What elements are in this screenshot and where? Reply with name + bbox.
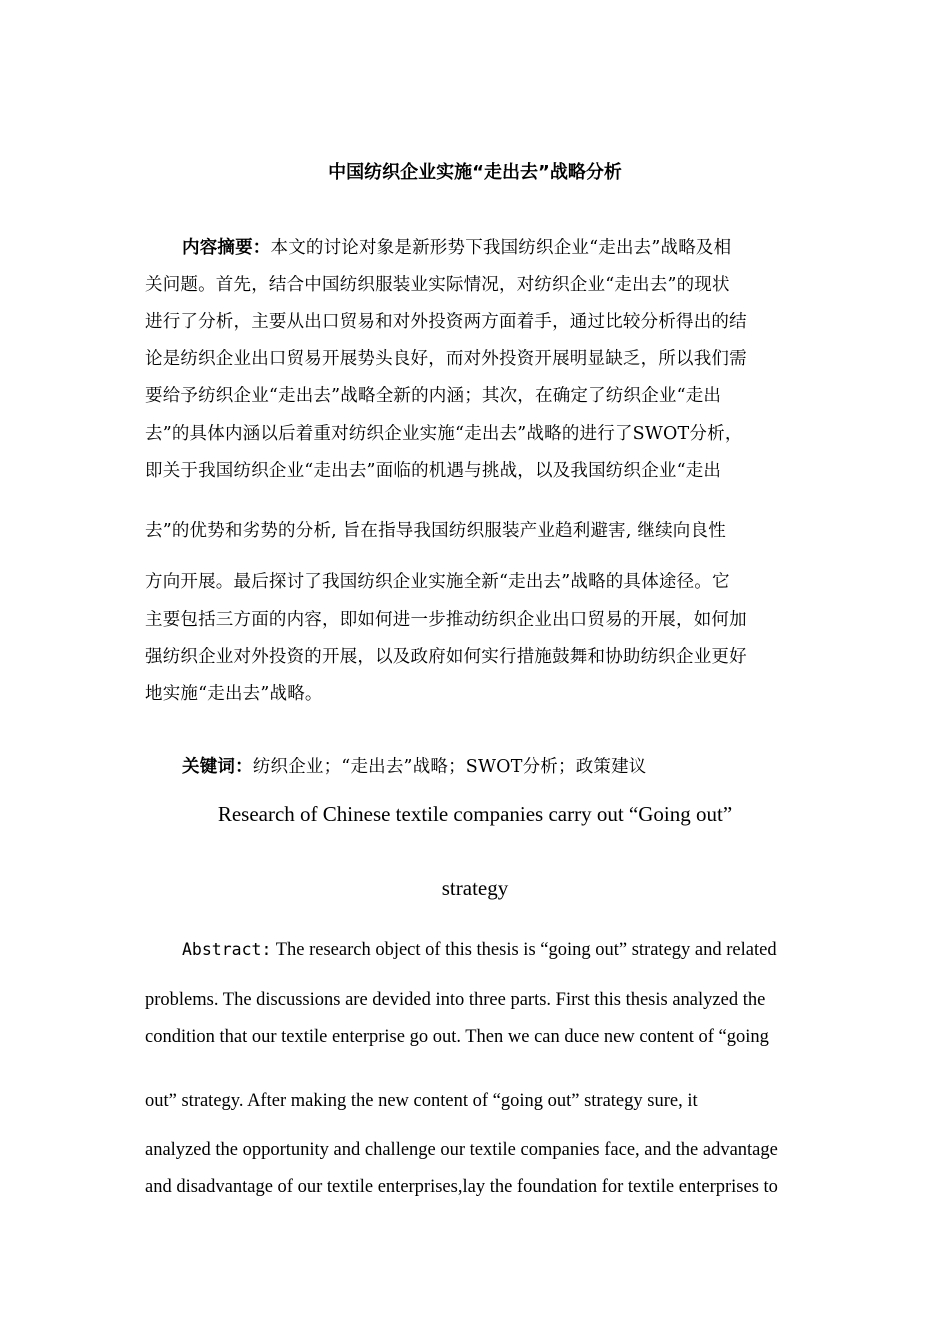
abstract-cn-line: 地实施“走出去”战略。 [145, 684, 323, 704]
document-title: 中国纺织企业实施“走出去”战略分析 [328, 162, 622, 183]
abstract-en-line: out” strategy. After making the new content of “going out” strategy sure, it [145, 1091, 698, 1111]
abstract-en-first-line [182, 938, 777, 962]
abstract-cn-line: 本文的讨论对象是新形势下我国纺织企业“走出去”战略及相 [270, 238, 732, 258]
abstract-cn-line: 进行了分析，主要从出口贸易和对外投资两方面着手，通过比较分析得出的结 [145, 312, 747, 332]
abstract-cn-line: 关问题。首先，结合中国纺织服装业实际情况，对纺织企业“走出去”的现状 [145, 275, 730, 295]
abstract-cn-line: 要给予纺织企业“走出去”战略全新的内涵；其次，在确定了纺织企业“走出 [145, 386, 722, 406]
abstract-cn-line: 论是纺织企业出口贸易开展势头良好，而对外投资开展明显缺乏，所以我们需 [145, 349, 747, 369]
abstract-en-line: and disadvantage of our textile enterprises,lay the foundation for textile enterprises to [145, 1177, 778, 1197]
abstract-en-line: The research object of this thesis is “going out” strategy and related [271, 940, 777, 960]
abstract-cn-label: 内容摘要： [182, 238, 271, 258]
abstract-cn-line: 去”的优势和劣势的分析, 旨在指导我国纺织服装产业趋利避害, 继续向良性 [145, 521, 726, 541]
abstract-cn-line: 去”的具体内涵以后着重对纺织企业实施“走出去”战略的进行了SWOT分析， [145, 424, 743, 444]
abstract-en-line: condition that our textile enterprise go out. Then we can duce new content of “going [145, 1027, 769, 1047]
abstract-cn-line: 方向开展。最后探讨了我国纺织企业实施全新“走出去”战略的具体途径。它 [145, 572, 730, 592]
keywords-cn-label: 关键词： [182, 757, 253, 777]
abstract-cn-first-line [182, 236, 731, 260]
keywords-cn [182, 755, 647, 779]
abstract-en-line: problems. The discussions are devided into three parts. First this thesis analyzed the [145, 990, 766, 1010]
abstract-en-line: analyzed the opportunity and challenge our textile companies face, and the advantage [145, 1140, 778, 1160]
abstract-cn-line: 主要包括三方面的内容，即如何进一步推动纺织企业出口贸易的开展，如何加 [145, 610, 747, 630]
english-title-line2: strategy [441, 876, 509, 900]
abstract-cn-line: 即关于我国纺织企业“走出去”面临的机遇与挑战，以及我国纺织企业“走出 [145, 461, 722, 481]
keywords-cn-text: 纺织企业；“走出去”战略；SWOT分析；政策建议 [252, 757, 647, 777]
abstract-en-label: Abstract: [182, 940, 272, 959]
english-title-line1: Research of Chinese textile companies carry out “Going out” [217, 802, 733, 826]
abstract-cn-line: 强纺织企业对外投资的开展，以及政府如何实行措施鼓舞和协助纺织企业更好 [145, 647, 747, 667]
